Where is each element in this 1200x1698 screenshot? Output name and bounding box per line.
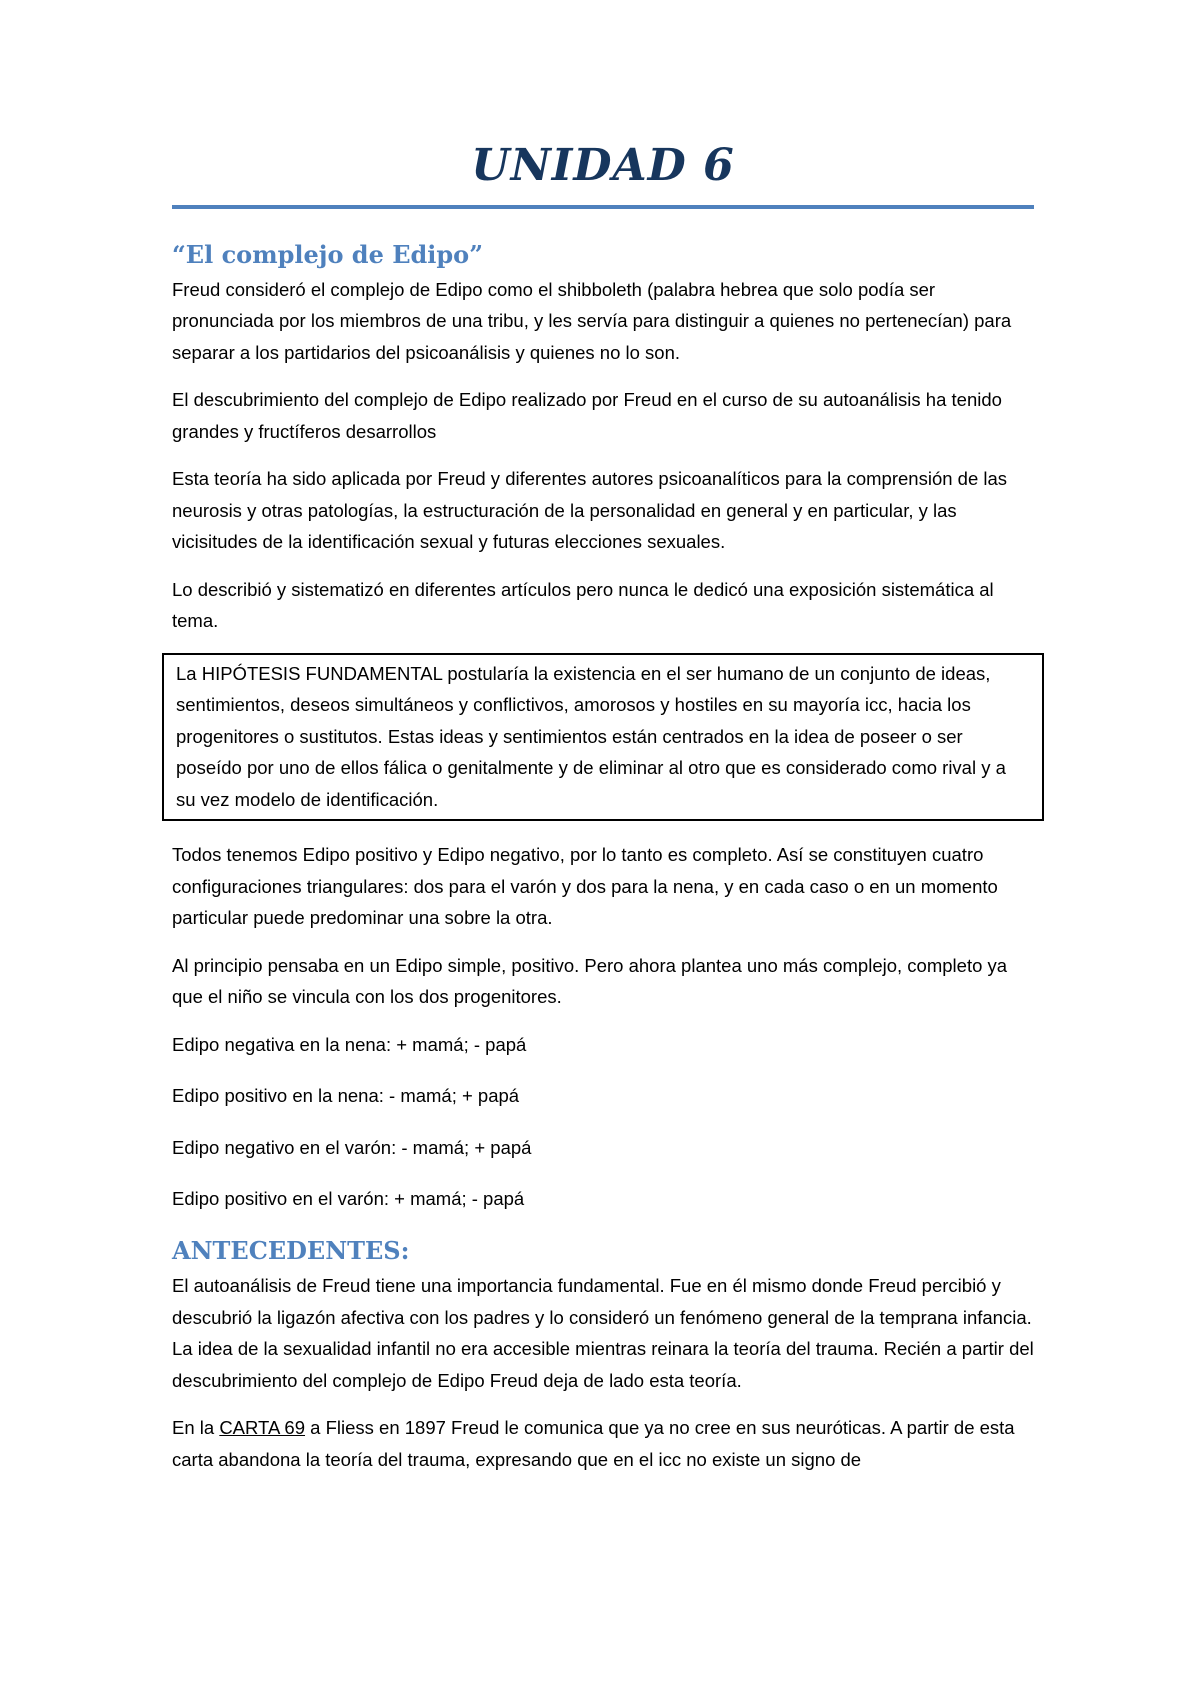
list-item: Edipo negativa en la nena: + mamá; - papá (172, 1033, 527, 1055)
paragraph-teoria-aplicada: Esta teoría ha sido aplicada por Freud y diferentes autores psicoanalíticos para la comprensión de las neurosis y otras patologías, la estructuración de la personalidad en general y en particular, y las vicisitudes de la identificación sexual y futuras elecciones sexuales. (172, 468, 1008, 553)
list-item: Edipo negativo en el varón: - mamá; + papá (172, 1136, 532, 1158)
list-item: Edipo positivo en la nena: - mamá; + papá (172, 1085, 520, 1107)
hypothesis-box (162, 653, 1044, 822)
paragraph-edipo-completo: Todos tenemos Edipo positivo y Edipo negativo, por lo tanto es completo. Así se constituyen cuatro configuraciones triangulares: dos para el varón y dos para la nena, y en cada caso o en un momento particular puede predominar una sobre la otra. (172, 844, 998, 929)
list-item: Edipo positivo en el varón: + mamá; - papá (172, 1188, 525, 1210)
antecedentes-heading: ANTECEDENTES: (172, 1235, 410, 1265)
paragraph-edipo-simple: Al principio pensaba en un Edipo simple, positivo. Pero ahora plantea uno más complejo, completo ya que el niño se vincula con los dos progenitores. (172, 954, 1008, 1008)
subtitle-heading: “El complejo de Edipo” (172, 239, 483, 269)
carta-69-text-before: En la (172, 1417, 220, 1439)
document-page (172, 140, 1034, 1491)
paragraph-shibboleth: Freud consideró el complejo de Edipo como el shibboleth (palabra hebrea que solo podía ser pronunciada por los miembros de una tribu, y les servía para distinguir a quienes no pertenecían) para separar a los partidarios del psicoanálisis y quienes no lo son. (172, 278, 1012, 363)
paragraph-descubrimiento: El descubrimiento del complejo de Edipo realizado por Freud en el curso de su autoanálisis ha tenido grandes y fructíferos desarrollos (172, 389, 1002, 442)
carta-69-link[interactable]: CARTA 69 (219, 1417, 306, 1439)
hypothesis-text: La HIPÓTESIS FUNDAMENTAL postularía la existencia en el ser humano de un conjunto de ideas, sentimientos, deseos simultáneos y conflictivos, amorosos y hostiles en su mayoría icc, hacia los progenitores o sustitutos. Estas ideas y sentimientos están centrados en la idea de poseer o ser poseído por uno de ellos fálica o genitalmente y de eliminar al otro que es considerado como rival y a su vez modelo de identificación. (176, 662, 1006, 810)
paragraph-autoanalisis: El autoanálisis de Freud tiene una importancia fundamental. Fue en él mismo donde Freud percibió y descubrió la ligazón afectiva con los padres y lo consideró un fenómeno general de la temprana infancia. La idea de la sexualidad infantil no era accesible mientras reinara la teoría del trauma. Recién a partir del descubrimiento del complejo de Edipo Freud deja de lado esta teoría. (172, 1275, 1034, 1391)
paragraph-carta-69 (172, 1412, 1034, 1475)
page-title: UNIDAD 6 (471, 140, 735, 191)
edipo-configurations-list (172, 1029, 1034, 1215)
carta-69-text-after: a Fliess en 1897 Freud le comunica que ya no cree en sus neuróticas. A partir de esta carta abandona la teoría del trauma, expresando que en el icc no existe un signo de (172, 1417, 1015, 1470)
title-divider (172, 205, 1034, 209)
paragraph-articulos: Lo describió y sistematizó en diferentes artículos pero nunca le dedicó una exposición sistemática al tema. (172, 578, 994, 632)
